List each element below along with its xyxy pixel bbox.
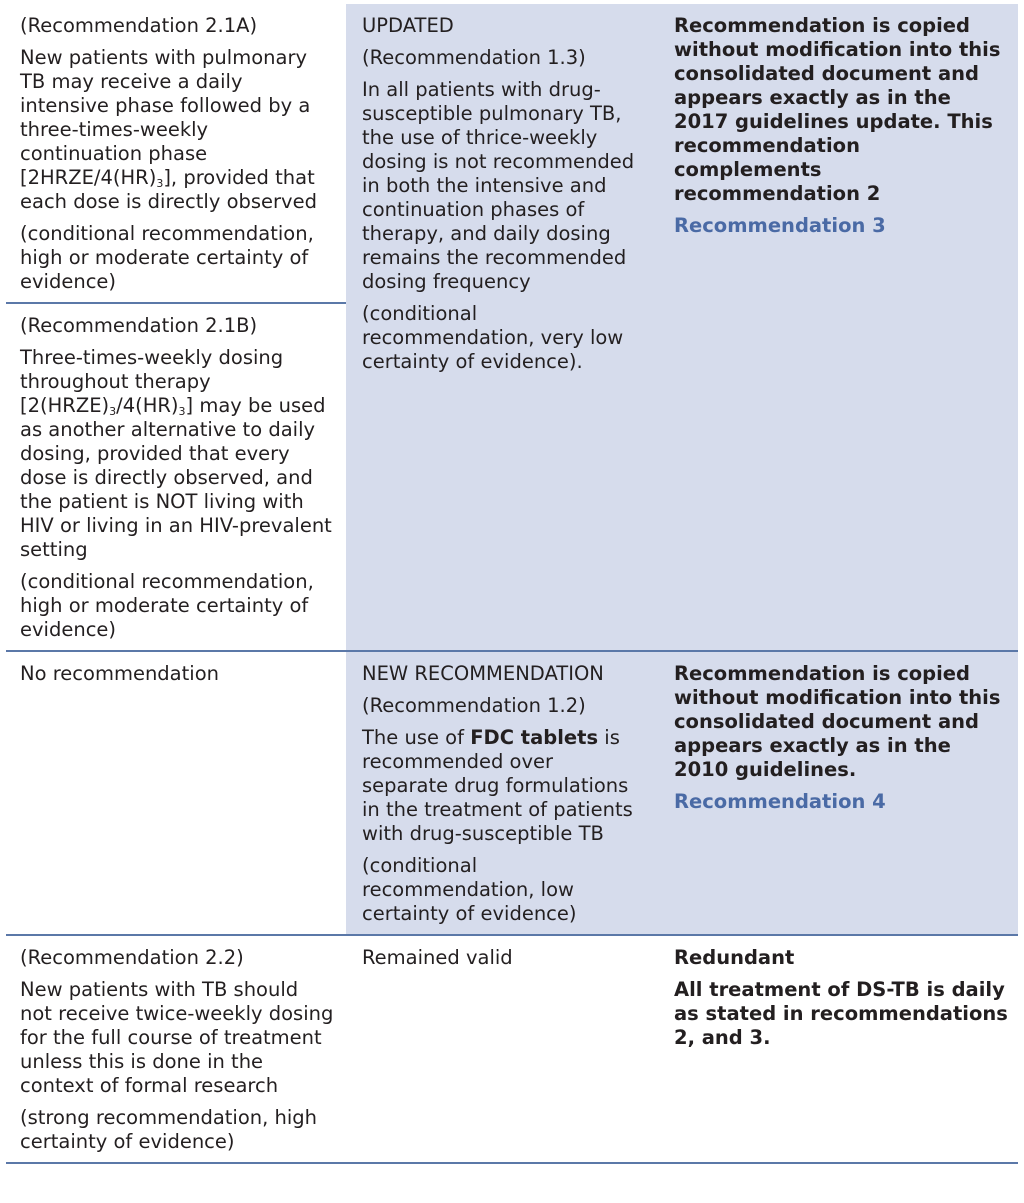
previous-recommendation-2-1b — [6, 303, 346, 651]
previous-recommendation-none — [6, 651, 346, 935]
note-title: Redundant — [674, 946, 795, 969]
note-text: Recommendation is copied without modification into this consolidated document and appears exactly as in the 2017 guidelines update. This recommendation complements recommendation 2 — [674, 14, 1001, 205]
recommendation-status: UPDATED — [362, 14, 454, 37]
previous-recommendation-2-2 — [6, 935, 346, 1163]
note-text: All treatment of DS-TB is daily as stated in recommendations 2, and 3. — [674, 978, 1008, 1049]
note-text: Recommendation is copied without modification into this consolidated document and appears exactly as in the 2010 guidelines. — [674, 662, 1001, 781]
note-cell — [654, 4, 1018, 651]
previous-recommendation-2-1a — [6, 4, 346, 303]
note-cell — [654, 651, 1018, 935]
recommendation-strength: (conditional recommendation, high or moderate certainty of evidence) — [20, 570, 314, 641]
recommendation-strength: (conditional recommendation, high or moderate certainty of evidence) — [20, 222, 314, 293]
recommendation-strength: (conditional recommendation, low certainty of evidence) — [362, 854, 577, 925]
recommendation-text: The use of FDC tablets is recommended over separate drug formulations in the treatment of patients with drug-susceptible TB — [362, 726, 633, 845]
recommendation-status: NEW RECOMMENDATION — [362, 662, 604, 685]
recommendation-text: New patients with TB should not receive twice-weekly dosing for the full course of treatment unless this is done in the context of formal research — [20, 978, 334, 1097]
recommendation-text: In all patients with drug-susceptible pulmonary TB, the use of thrice-weekly dosing is not recommended in both the intensive and continuation phases of therapy, and daily dosing remains the recommended dosing frequency — [362, 78, 635, 293]
recommendation-ref: (Recommendation 2.1A) — [20, 14, 258, 37]
table-row — [6, 651, 1018, 935]
recommendation-status: Remained valid — [362, 946, 513, 969]
recommendation-ref: (Recommendation 2.2) — [20, 946, 244, 969]
table-row — [6, 4, 1018, 303]
recommendation-text: New patients with pulmonary TB may receive a daily intensive phase followed by a three-times-weekly continuation phase $[2HRZE/4(HR)_3]$, provided that each dose is directly observed — [20, 46, 317, 213]
new-recommendation-1-2 — [346, 651, 654, 935]
table-row — [6, 935, 1018, 1163]
updated-recommendation-1-3 — [346, 4, 654, 651]
recommendation-ref: (Recommendation 1.2) — [362, 694, 586, 717]
recommendation-strength: (conditional recommendation, very low certainty of evidence). — [362, 302, 624, 373]
recommendation-link[interactable]: Recommendation 4 — [674, 790, 886, 813]
recommendation-link[interactable]: Recommendation 3 — [674, 214, 886, 237]
recommendations-table — [6, 4, 1018, 1164]
recommendation-ref: (Recommendation 1.3) — [362, 46, 586, 69]
note-cell — [654, 935, 1018, 1163]
recommendation-strength: (strong recommendation, high certainty of evidence) — [20, 1106, 318, 1153]
recommendation-text: No recommendation — [20, 662, 219, 685]
recommendation-ref: (Recommendation 2.1B) — [20, 314, 258, 337]
recommendation-text: Three-times-weekly dosing throughout therapy $[2(HRZE)_3/4(HR)_3]$ may be used as another alternative to daily dosing, provided that every dose is directly observed, and the patient is NOT living with HIV or living in an HIV-prevalent setting — [20, 346, 332, 561]
status-cell — [346, 935, 654, 1163]
